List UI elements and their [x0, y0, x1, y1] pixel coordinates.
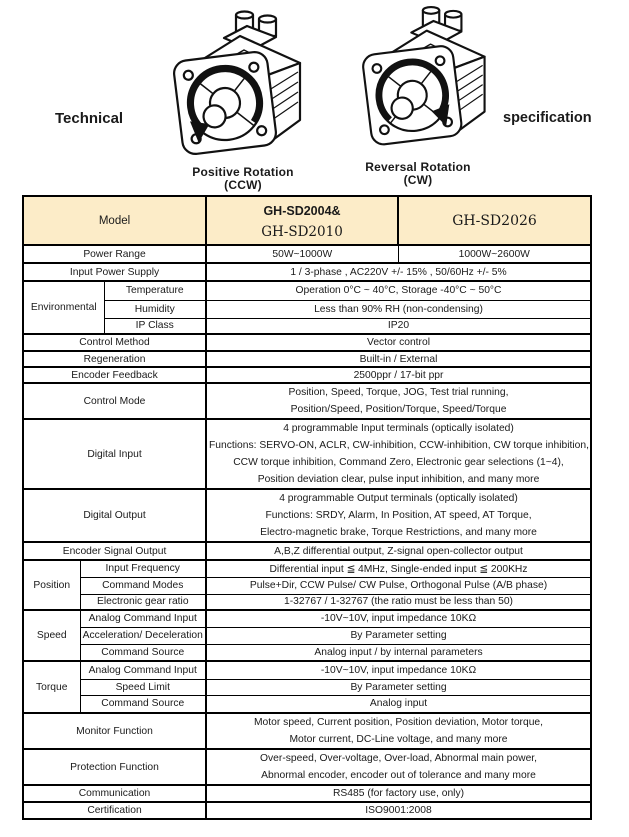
- caption-line: Positive Rotation: [192, 165, 294, 179]
- environmental-label: Environmental: [23, 281, 104, 334]
- certification-label: Certification: [23, 802, 206, 819]
- cell-line: CCW torque inhibition, Command Zero, Electronic gear selections (1~4),: [233, 457, 564, 468]
- table-row-protection-function: [23, 749, 591, 785]
- humidity-label: Humidity: [104, 300, 206, 318]
- power-range-label: Power Range: [23, 245, 206, 263]
- table-row-speed-analog: [23, 610, 591, 627]
- digital-output-value: [206, 489, 591, 542]
- caption-line: Reversal Rotation: [365, 160, 471, 174]
- model-header-cell: Model: [23, 196, 206, 245]
- table-row-certification: [23, 802, 591, 819]
- cell-line: Motor speed, Current position, Position deviation, Motor torque,: [253, 717, 544, 728]
- command-modes-value: Pulse+Dir, CCW Pulse/ CW Pulse, Orthogonal Pulse (A/B phase): [206, 577, 591, 594]
- caption-line: (CW): [403, 172, 433, 187]
- table-row-communication: [23, 785, 591, 802]
- temperature-value: Operation 0°C ~ 40°C, Storage -40°C ~ 50°C: [206, 281, 591, 300]
- table-row-gear-ratio: [23, 594, 591, 610]
- input-power-value: 1 / 3-phase , AC220V +/- 15% , 50/60Hz +/- 5%: [206, 263, 591, 281]
- regeneration-value: Built-in / External: [206, 351, 591, 367]
- cell-line: 4 programmable Input terminals (optically isolated): [283, 423, 514, 434]
- ip-class-value: IP20: [206, 318, 591, 334]
- digital-input-value: [206, 419, 591, 489]
- control-method-label: Control Method: [23, 334, 206, 351]
- page-title-specification: specification: [503, 110, 592, 126]
- encoder-feedback-value: 2500ppr / 17-bit ppr: [206, 367, 591, 383]
- caption-reversal-rotation: [348, 161, 488, 186]
- certification-value: ISO9001:2008: [206, 802, 591, 819]
- table-row-encoder-feedback: [23, 367, 591, 383]
- table-row-regeneration: [23, 351, 591, 367]
- table-row-speed-command-source: [23, 644, 591, 661]
- table-row-torque-analog: [23, 661, 591, 679]
- communication-label: Communication: [23, 785, 206, 802]
- gear-ratio-value: 1-32767 / 1-32767 (the ratio must be less than 50): [206, 594, 591, 610]
- speed-command-source-label: Command Source: [80, 644, 206, 661]
- power-range-col1: 50W~1000W: [206, 245, 398, 263]
- cell-line: 4 programmable Output terminals (optically isolated): [279, 493, 518, 504]
- digital-input-label: Digital Input: [23, 419, 206, 489]
- speed-analog-value: -10V~10V, input impedance 10KΩ: [206, 610, 591, 627]
- caption-positive-rotation: [168, 166, 318, 191]
- accel-decel-value: By Parameter setting: [206, 627, 591, 644]
- table-row-speed-limit: [23, 679, 591, 695]
- speed-limit-value: By Parameter setting: [206, 679, 591, 695]
- speed-command-source-value: Analog input / by internal parameters: [206, 644, 591, 661]
- model-name-gh-sd2004: GH-SD2004&: [263, 203, 341, 218]
- temperature-label: Temperature: [104, 281, 206, 300]
- torque-analog-value: -10V~10V, input impedance 10KΩ: [206, 661, 591, 679]
- humidity-value: Less than 90% RH (non-condensing): [206, 300, 591, 318]
- command-modes-label: Command Modes: [80, 577, 206, 594]
- table-row-model: [23, 196, 591, 245]
- table-row-digital-input: [23, 419, 591, 489]
- table-row-torque-command-source: [23, 695, 591, 713]
- cell-line: Motor current, DC-Line voltage, and many more: [289, 734, 508, 745]
- spec-table: [22, 195, 592, 820]
- input-frequency-value: Differential input ≦ 4MHz, Single-ended input ≦ 200KHz: [206, 560, 591, 577]
- input-frequency-label: Input Frequency: [80, 560, 206, 577]
- torque-command-source-label: Command Source: [80, 695, 206, 713]
- table-row-accel-decel: [23, 627, 591, 644]
- cell-line: Abnormal encoder, encoder out of tolerance and many more: [261, 770, 536, 781]
- torque-label: Torque: [23, 661, 80, 713]
- control-mode-value: [206, 383, 591, 419]
- torque-command-source-value: Analog input: [206, 695, 591, 713]
- digital-output-label: Digital Output: [23, 489, 206, 542]
- motor-ccw-drawing-icon: [148, 6, 316, 158]
- power-range-col2: 1000W~2600W: [398, 245, 591, 263]
- input-power-label: Input Power Supply: [23, 263, 206, 281]
- table-row-monitor-function: [23, 713, 591, 749]
- protection-function-value: [206, 749, 591, 785]
- monitor-function-label: Monitor Function: [23, 713, 206, 749]
- model-name-gh-sd2010: GH-SD2010: [261, 223, 343, 240]
- table-row-power-range: [23, 245, 591, 263]
- cell-line: Position/Speed, Position/Torque, Speed/Torque: [290, 404, 507, 415]
- table-row-control-method: [23, 334, 591, 351]
- caption-line: (CCW): [224, 177, 262, 192]
- table-row-temperature: [23, 281, 591, 300]
- table-row-control-mode: [23, 383, 591, 419]
- speed-limit-label: Speed Limit: [80, 679, 206, 695]
- cell-line: Position deviation clear, pulse input inhibition, and many more: [257, 474, 540, 485]
- cell-line: Electro-magnetic brake, Torque Restrictions, and many more: [260, 527, 537, 538]
- speed-analog-label: Analog Command Input: [80, 610, 206, 627]
- encoder-signal-value: A,B,Z differential output, Z-signal open-collector output: [206, 542, 591, 560]
- cell-line: Functions: SERVO-ON, ACLR, CW-inhibition, CCW-inhibition, CW torque inhibition,: [209, 440, 589, 451]
- motor-cw-drawing-icon: [338, 1, 500, 149]
- gear-ratio-label: Electronic gear ratio: [80, 594, 206, 610]
- cell-line: Over-speed, Over-voltage, Over-load, Abnormal main power,: [260, 753, 538, 764]
- torque-analog-label: Analog Command Input: [80, 661, 206, 679]
- table-row-input-frequency: [23, 560, 591, 577]
- monitor-function-value: [206, 713, 591, 749]
- table-row-input-power: [23, 263, 591, 281]
- cell-line: Position, Speed, Torque, JOG, Test trial running,: [288, 387, 509, 398]
- ip-class-label: IP Class: [104, 318, 206, 334]
- model-col1-cell: [206, 196, 398, 245]
- page-title-technical: Technical: [55, 110, 124, 127]
- position-label: Position: [23, 560, 80, 610]
- control-mode-label: Control Mode: [23, 383, 206, 419]
- table-row-digital-output: [23, 489, 591, 542]
- speed-label: Speed: [23, 610, 80, 661]
- table-row-humidity: [23, 300, 591, 318]
- table-row-command-modes: [23, 577, 591, 594]
- table-row-encoder-signal: [23, 542, 591, 560]
- communication-value: RS485 (for factory use, only): [206, 785, 591, 802]
- encoder-signal-label: Encoder Signal Output: [23, 542, 206, 560]
- accel-decel-label: Acceleration/ Deceleration: [80, 627, 206, 644]
- cell-line: Functions: SRDY, Alarm, In Position, AT speed, AT Torque,: [265, 510, 532, 521]
- encoder-feedback-label: Encoder Feedback: [23, 367, 206, 383]
- control-method-value: Vector control: [206, 334, 591, 351]
- regeneration-label: Regeneration: [23, 351, 206, 367]
- table-row-ip-class: [23, 318, 591, 334]
- protection-function-label: Protection Function: [23, 749, 206, 785]
- model-name-gh-sd2026: GH-SD2026: [398, 196, 591, 245]
